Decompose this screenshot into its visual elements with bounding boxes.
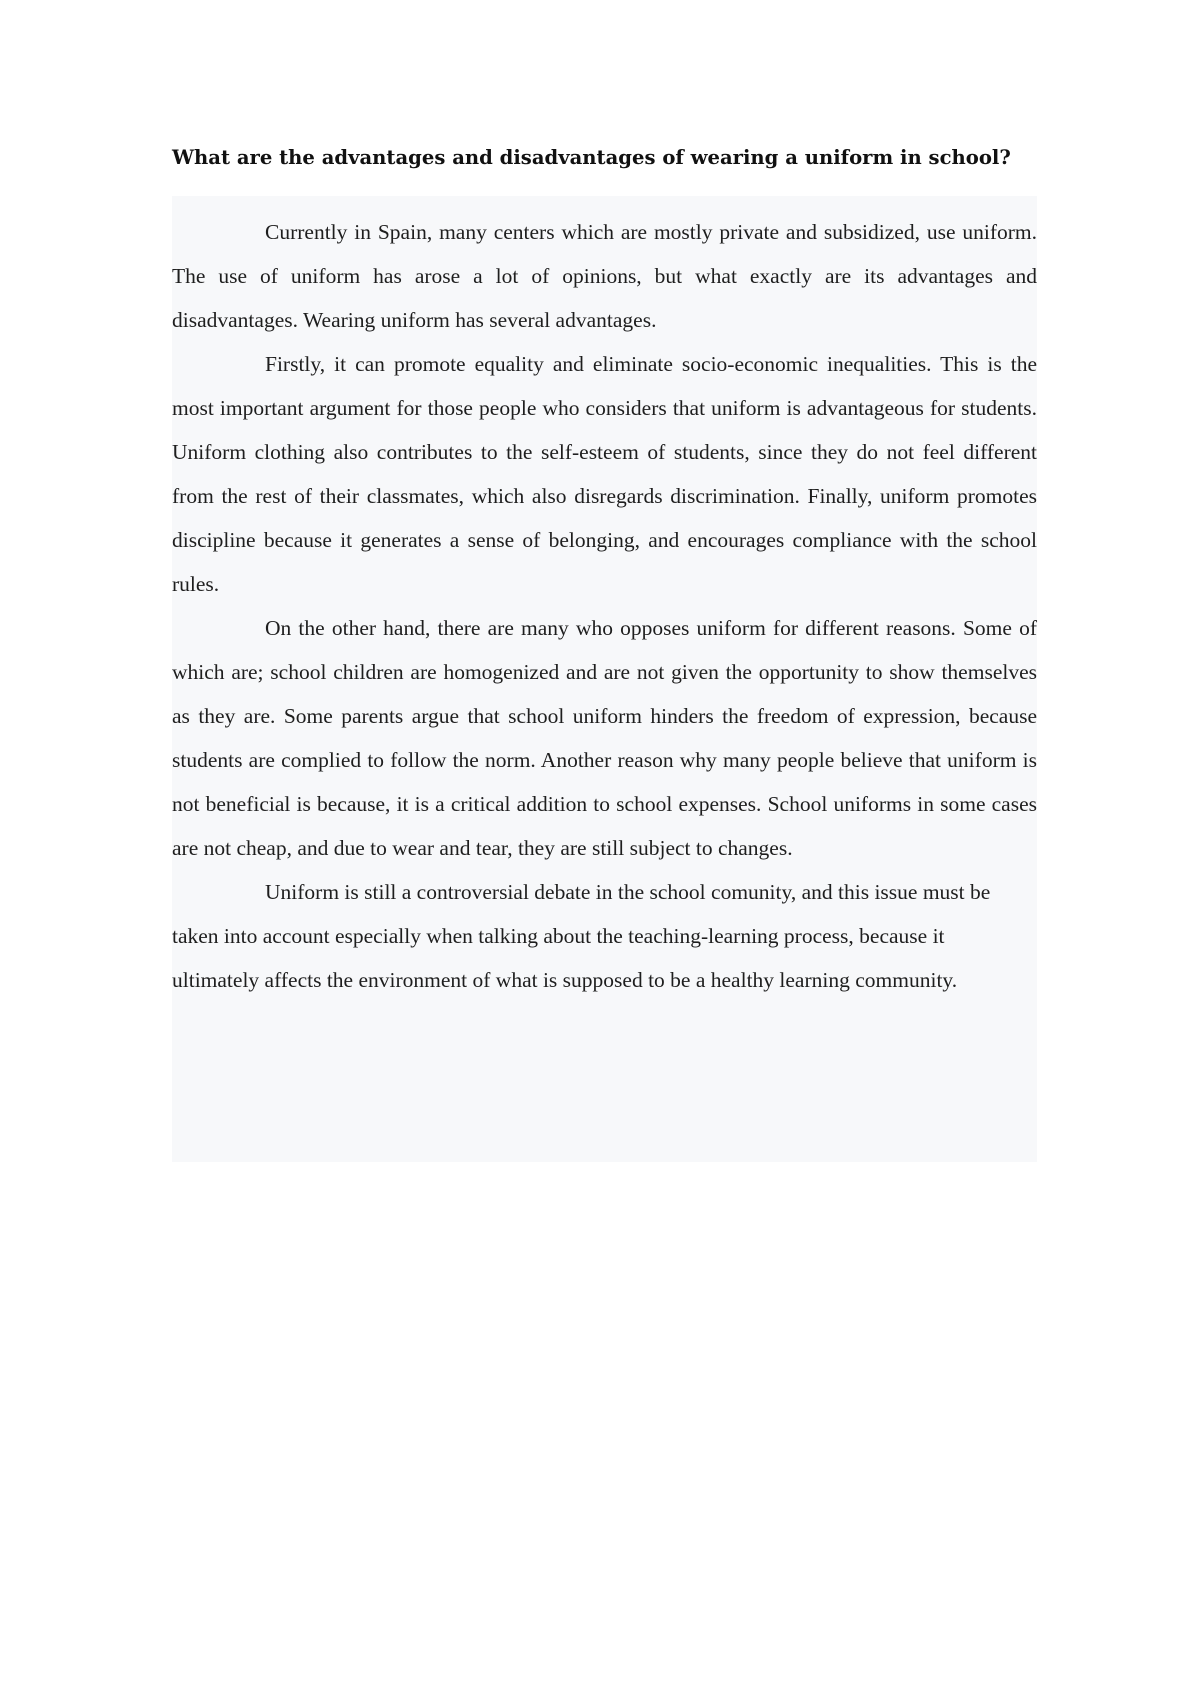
document-title: What are the advantages and disadvantages of wearing a uniform in school? xyxy=(172,146,1011,169)
paragraph-conclusion: Uniform is still a controversial debate in the school comunity, and this issue must be taken into account especially when talking about the teaching-learning process, because it ultimately affects the environment of what is supposed to be a healthy learning community. xyxy=(172,880,991,992)
paragraph-introduction: Currently in Spain, many centers which are mostly private and subsidized, use uniform. The use of uniform has arose a lot of opinions, but what exactly are its advantages and disadvantages. Wearing uniform has several advantages. xyxy=(172,220,1037,332)
paragraph-disadvantages: On the other hand, there are many who opposes uniform for different reasons. Some of which are; school children are homogenized and are not given the opportunity to show themselves as they are. Some parents argue that school uniform hinders the freedom of expression, because students are complied to follow the norm. Another reason why many people believe that uniform is not beneficial is because, it is a critical addition to school expenses. School uniforms in some cases are not cheap, and due to wear and tear, they are still subject to changes. xyxy=(172,616,1037,860)
paragraph-advantages: Firstly, it can promote equality and eliminate socio-economic inequalities. This is the most important argument for those people who considers that uniform is advantageous for students. Uniform clothing also contributes to the self-esteem of students, since they do not feel different from the rest of their classmates, which also disregards discrimination. Finally, uniform promotes discipline because it generates a sense of belonging, and encourages compliance with the school rules. xyxy=(172,352,1037,596)
document-body xyxy=(172,196,1037,1162)
